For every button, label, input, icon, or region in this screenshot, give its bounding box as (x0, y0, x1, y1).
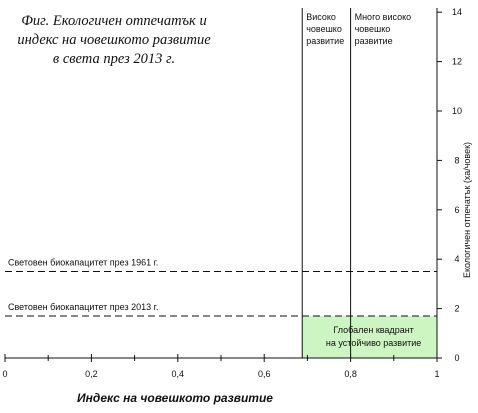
y-tick-label-4: 8 (454, 155, 460, 166)
region-label-line-1: Глобален квадрант (333, 325, 414, 335)
hdi-threshold-label-1-line-3: развитие (306, 36, 345, 46)
y-tick-label-7: 14 (451, 7, 463, 18)
y-tick-label-6: 12 (451, 56, 463, 67)
x-tick-label-5: 1 (434, 369, 440, 379)
figure-title-line-3: в света през 2013 г. (52, 51, 176, 67)
y-tick-label-2: 4 (454, 254, 460, 265)
y-tick-label-1: 2 (454, 303, 460, 314)
hdi-threshold-label-2-line-1: Много високо (354, 12, 412, 22)
x-tick-label-1: 0,2 (85, 369, 98, 379)
y-tick-label-5: 10 (451, 106, 463, 116)
biocapacity-label-1: Световен биокапацитет през 1961 г. (8, 257, 159, 268)
region-label-line-2: на устойчиво развитие (325, 338, 422, 348)
x-tick-label-2: 0,4 (171, 369, 185, 379)
hdi-threshold-label-1-line-2: човешко (306, 24, 342, 34)
hdi-threshold-label-2-line-3: развитие (354, 36, 393, 46)
x-tick-label-0: 0 (2, 369, 8, 379)
x-tick-label-3: 0,6 (257, 369, 271, 379)
y-tick-label-0: 0 (454, 353, 460, 363)
hdi-threshold-label-2-line-2: човешко (354, 24, 391, 34)
biocapacity-label-2: Световен биокапацитет през 2013 г. (8, 302, 159, 313)
x-axis-label: Индекс на човешкото развитие (77, 391, 273, 405)
hdi-threshold-label-1-line-1: Високо (306, 12, 336, 22)
y-axis-label: Екологичен отпечатък (ха/човек) (462, 141, 472, 279)
x-tick-label-4: 0,8 (344, 369, 357, 379)
sustainable-quadrant-region (302, 316, 437, 358)
y-tick-label-3: 6 (454, 204, 460, 215)
figure-title-line-1: Фиг. Екологичен отпечатък и (21, 13, 207, 29)
figure-title-line-2: индекс на човешкото развитие (17, 32, 211, 48)
